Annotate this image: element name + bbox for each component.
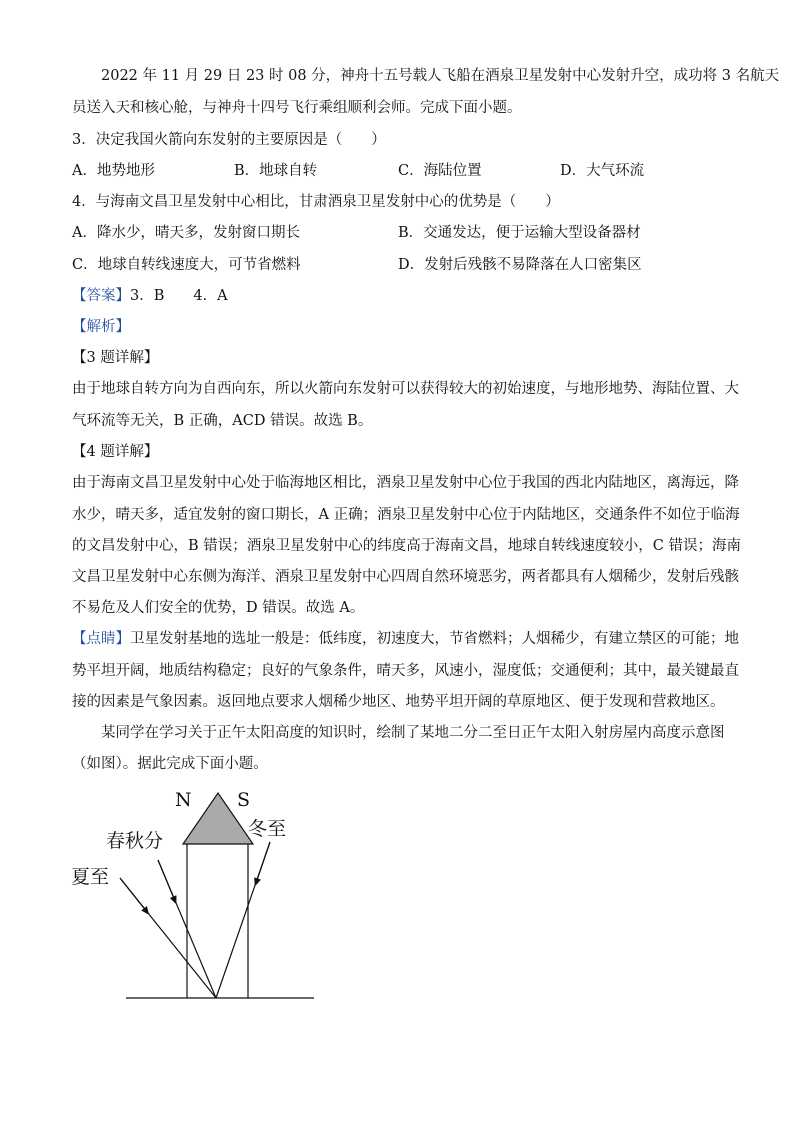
intro-paragraph-line: 员送入天和核心舱，与神舟十四号飞行乘组顺利会师。完成下面小题。 xyxy=(72,100,522,116)
tip-line: 势平坦开阔，地质结构稳定；良好的气象条件，晴天多，风速小，湿度低；交通便利；其中，最关键最直 xyxy=(72,663,739,679)
q3-option-d: D．大气环流 xyxy=(560,163,645,179)
summer-solstice-label: 夏至 xyxy=(71,866,110,888)
q4-detail-label: 【4 题详解】 xyxy=(72,444,159,460)
equinox-ray-arrow xyxy=(158,860,175,901)
tip-label: 【点睛】 xyxy=(72,631,130,647)
answer-label: 【答案】 xyxy=(72,288,130,304)
q4-detail-line: 的文昌发射中心，B 错误；酒泉卫星发射中心的纬度高于海南文昌，地球自转线速度较小，C 错误；海南 xyxy=(72,538,741,554)
q4-option-c: C．地球自转线速度大，可节省燃料 xyxy=(72,257,301,273)
north-label: N xyxy=(175,789,192,811)
q4-option-d: D．发射后残骸不易降落在人口密集区 xyxy=(398,257,642,273)
q4-detail-line: 由于海南文昌卫星发射中心处于临海地区相比，酒泉卫星发射中心位于我国的西北内陆地区，离海远，降 xyxy=(72,475,739,491)
summer-ray-arrow xyxy=(120,878,147,912)
q3-detail-line: 由于地球自转方向为自西向东，所以火箭向东发射可以获得较大的初始速度，与地形地势、海陆位置、大 xyxy=(72,381,739,397)
intro-paragraph-line: 2022 年 11 月 29 日 23 时 08 分，神舟十五号载人飞船在酒泉卫星发射中心发射升空，成功将 3 名航天 xyxy=(101,68,780,84)
south-label: S xyxy=(237,789,251,811)
q3-option-a: A．地势地形 xyxy=(72,163,155,179)
intro2-paragraph-line: 某同学在学习关于正午太阳高度的知识时，绘制了某地二分二至日正午太阳入射房屋内高度示意图 xyxy=(101,725,725,741)
tip-line xyxy=(72,629,739,649)
q4-detail-line: 文昌卫星发射中心东侧为海洋、酒泉卫星发射中心四周自然环境恶劣，两者都具有人烟稀少，发射后残骸 xyxy=(72,569,739,585)
q3-detail-label: 【3 题详解】 xyxy=(72,350,159,366)
question-3-stem: 3．决定我国火箭向东发射的主要原因是（ ） xyxy=(72,132,386,148)
equinox-label: 春秋分 xyxy=(106,830,164,852)
question-4-stem: 4．与海南文昌卫星发射中心相比，甘肃酒泉卫星发射中心的优势是（ ） xyxy=(72,194,560,210)
q4-detail-line: 水少，晴天多，适宜发射的窗口期长，A 正确；酒泉卫星发射中心位于内陆地区，交通条件不如位于临海 xyxy=(72,507,740,523)
q4-detail-line: 不易危及人们安全的优势，D 错误。故选 A。 xyxy=(72,600,365,616)
q4-option-a: A．降水少，晴天多，发射窗口期长 xyxy=(72,225,300,241)
q3-detail-line: 气环流等无关，B 正确，ACD 错误。故选 B。 xyxy=(72,413,373,429)
answer-line xyxy=(72,286,724,306)
analysis-label: 【解析】 xyxy=(72,319,130,335)
tip-line: 接的因素是气象因素。返回地点要求人烟稀少地区、地势平坦开阔的草原地区、便于发现和营救地区。 xyxy=(72,694,725,710)
answer-text: 3．B 4．A xyxy=(130,288,228,304)
tip-text: 卫星发射基地的选址一般是：低纬度，初速度大，节省燃料；人烟稀少，有建立禁区的可能；地 xyxy=(130,631,739,647)
winter-ray-arrow xyxy=(256,842,270,883)
q4-option-b: B．交通发达，便于运输大型设备器材 xyxy=(398,225,641,241)
q3-option-c: C．海陆位置 xyxy=(398,163,482,179)
intro2-paragraph-line: （如图）。据此完成下面小题。 xyxy=(72,756,268,772)
sun-angle-diagram xyxy=(60,780,330,1005)
winter-solstice-label: 冬至 xyxy=(248,818,287,840)
q3-option-b: B．地球自转 xyxy=(234,163,318,179)
